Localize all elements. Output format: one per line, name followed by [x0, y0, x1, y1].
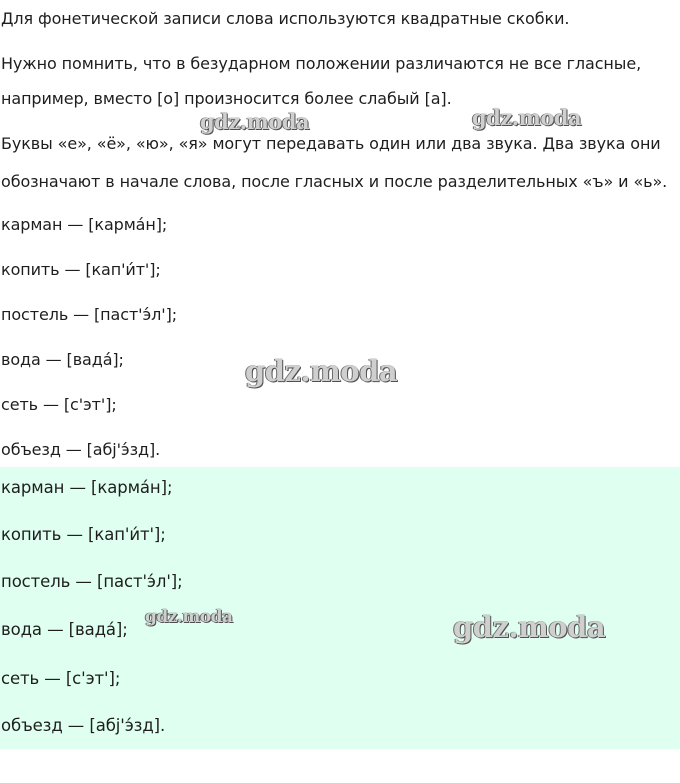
answer-item: постель — [паст'э́л'];	[1, 572, 183, 591]
answer-item: объезд — [абј'э́зд].	[1, 716, 166, 735]
answer-item: копить — [кап'и́т'];	[1, 525, 166, 544]
example-item: объезд — [абј'э́зд].	[1, 440, 161, 459]
answer-item: вода — [вада́];	[1, 620, 128, 639]
rule-line: обозначают в начале слова, после гласных и после разделительных «ъ» и «ь».	[1, 172, 668, 191]
answer-item: сеть — [с'эт'];	[1, 669, 121, 688]
example-item: карман — [карма́н];	[1, 215, 168, 234]
example-item: постель — [паст'э́л'];	[1, 305, 178, 324]
watermark: gdz.moda	[200, 109, 310, 134]
example-item: вода — [вада́];	[1, 350, 124, 369]
answer-item: карман — [карма́н];	[1, 478, 173, 497]
watermark: gdz.moda	[145, 607, 233, 627]
rule-line: Нужно помнить, что в безударном положении различаются не все гласные,	[1, 54, 642, 73]
answer-block	[0, 467, 680, 749]
watermark: gdz.moda	[453, 610, 606, 644]
example-item: сеть — [с'эт'];	[1, 395, 117, 414]
example-item: копить — [кап'и́т'];	[1, 260, 161, 279]
rule-line: Буквы «е», «ё», «ю», «я» могут передавать один или два звука. Два звука они	[1, 134, 661, 153]
rule-line: например, вместо [о] произносится более слабый [а].	[1, 89, 452, 108]
rule-line: Для фонетической записи слова используются квадратные скобки.	[1, 9, 570, 28]
watermark: gdz.moda	[245, 354, 398, 388]
watermark: gdz.moda	[472, 105, 582, 130]
